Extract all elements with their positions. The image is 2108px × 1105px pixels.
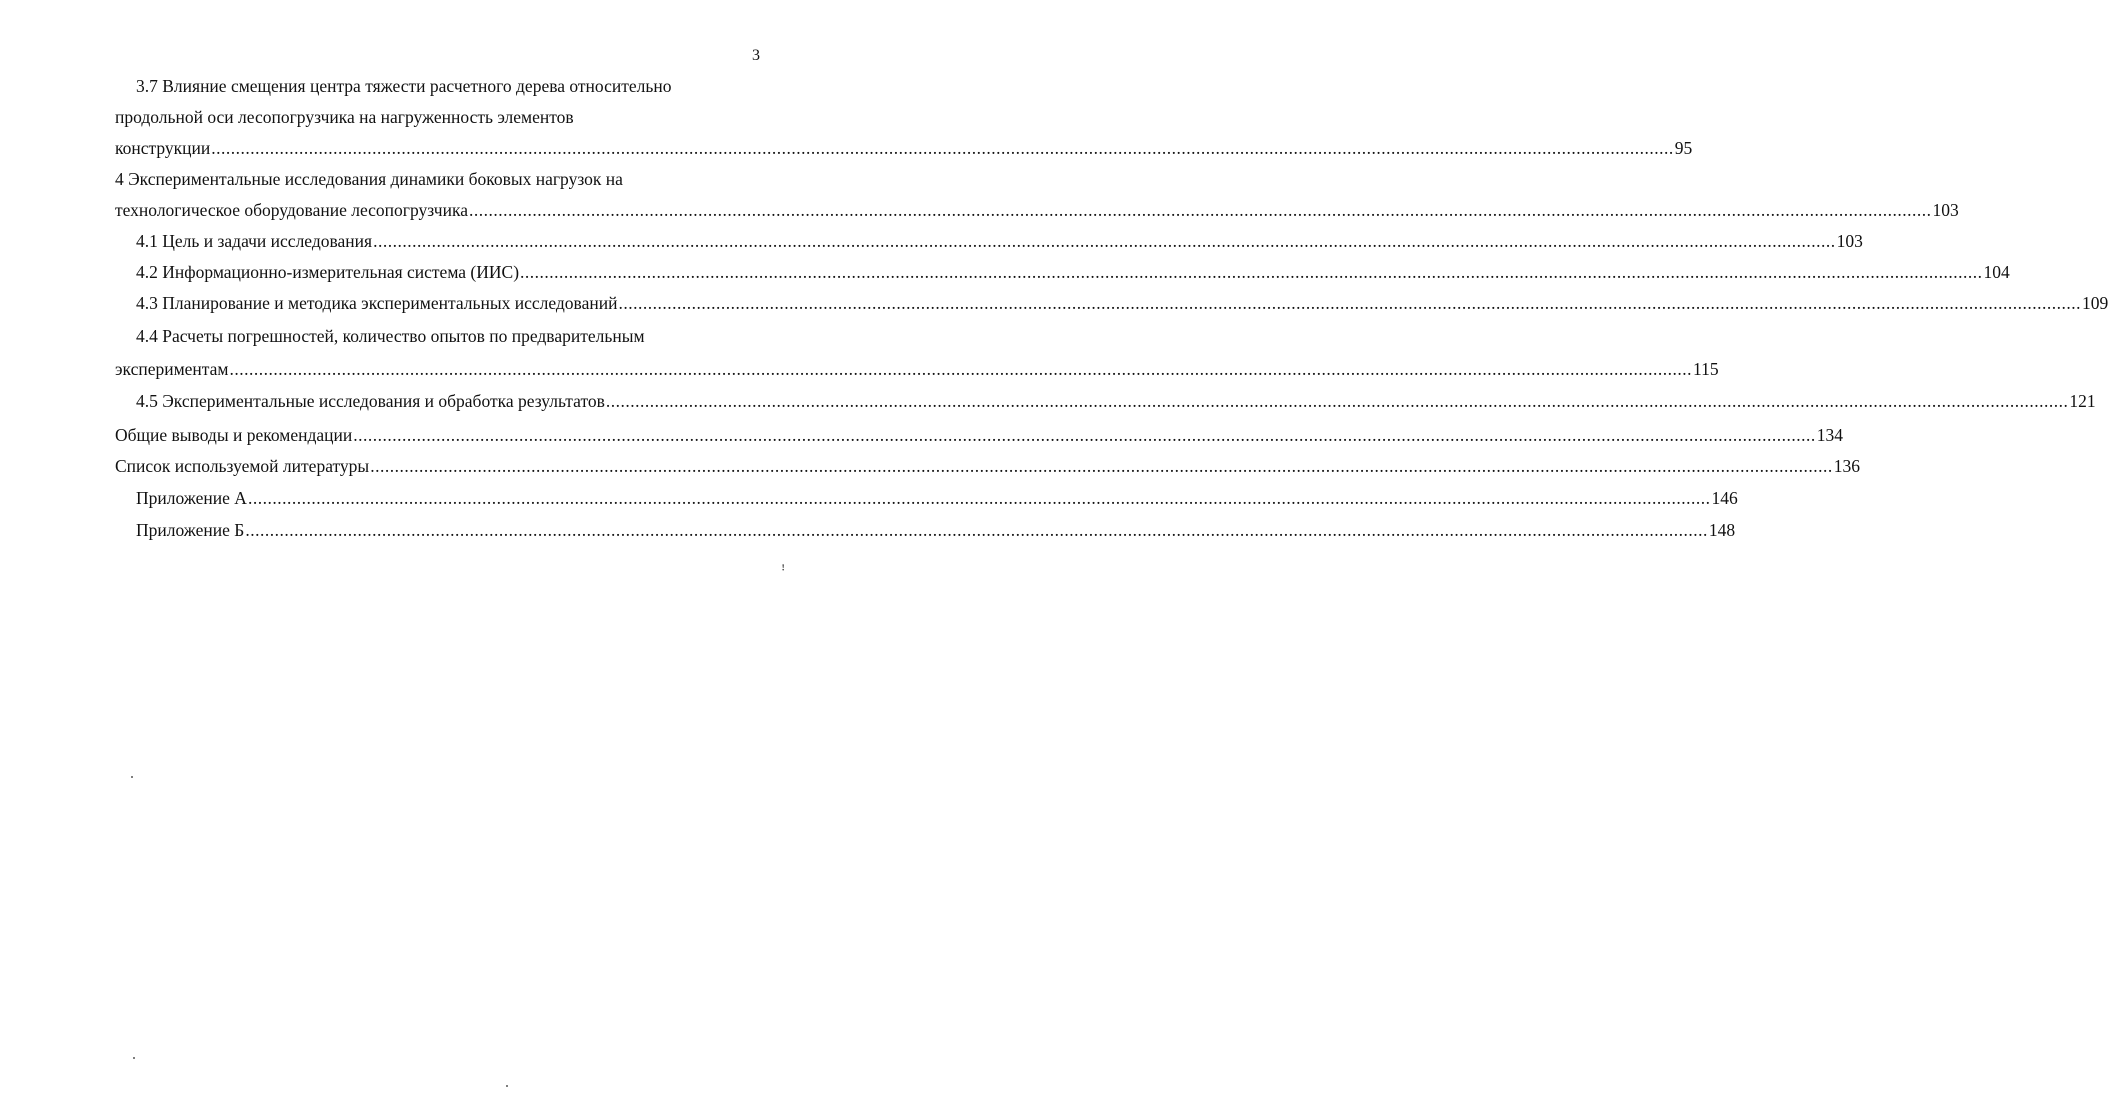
toc-entry-page: 146 [1711,488,1738,508]
scan-speck [133,1057,135,1059]
dot-leader: ............................................................................................................................................................................................................................................................................................................ [618,293,2081,313]
toc-entry-4-line-1 [115,164,760,195]
toc-entry-page: 121 [2069,391,2096,411]
scan-speck [131,776,133,778]
toc-entry-page: 109 [2081,293,2108,313]
dot-leader: ............................................................................................................................................................................................................................................................................................................ [247,488,1711,508]
toc-entry-text: 4 Экспериментальные исследования динамики боковых нагрузок на [115,169,623,189]
toc-entry-4-5 [136,386,2096,417]
scan-speck [506,1085,508,1087]
margin-mark: ꜝ [781,564,786,579]
dot-leader: ............................................................................................................................................................................................................................................................................................................ [245,520,1708,540]
toc-entry-text: Общие выводы и рекомендации [115,425,353,445]
dot-leader: ............................................................................................................................................................................................................................................................................................................ [373,231,1836,251]
toc-entry-3-7-line-3 [115,133,1693,164]
toc-entry-page: 148 [1708,520,1736,540]
toc-entry-4-4-line-1 [136,321,760,352]
toc-entry-text: 4.5 Экспериментальные исследования и обработка результатов [136,391,605,411]
toc-entry-4-3 [136,288,2108,319]
dot-leader: ............................................................................................................................................................................................................................................................................................................ [370,456,1833,476]
toc-entry-text: 3.7 Влияние смещения центра тяжести расчетного дерева относительно [136,76,672,96]
toc-entry-3-7-line-1 [136,71,760,102]
toc-entry-4-line-2 [115,195,1959,226]
dot-leader: ............................................................................................................................................................................................................................................................................................................ [211,138,1674,158]
toc-entry-page: 104 [1983,262,2010,282]
toc-entry-page: 103 [1836,231,1863,251]
toc-entry-appendix-b [136,515,1736,546]
toc-entry-4-4-line-2 [115,354,1719,385]
toc-entry-conclusions [115,420,1843,451]
toc-entry-page: 95 [1674,138,1693,158]
toc-entry-4-1 [136,226,1863,257]
toc-entry-text: 4.1 Цель и задачи исследования [136,231,373,251]
toc-entry-text: 4.3 Планирование и методика экспериментальных исследований [136,293,618,313]
toc-entry-text: технологическое оборудование лесопогрузчика [115,200,468,220]
dot-leader: ............................................................................................................................................................................................................................................................................................................ [468,200,1932,220]
toc-entry-text: продольной оси лесопогрузчика на нагруженность элементов [115,107,574,127]
table-of-contents [0,71,2108,551]
dot-leader: ............................................................................................................................................................................................................................................................................................................ [520,262,1983,282]
toc-entry-page: 103 [1932,200,1959,220]
toc-entry-text: 4.4 Расчеты погрешностей, количество опытов по предварительным [136,326,645,346]
toc-entry-references [115,451,1860,482]
toc-entry-text: 4.2 Информационно-измерительная система (ИИС) [136,262,520,282]
toc-entry-text: конструкции [115,138,211,158]
toc-entry-text: Список используемой литературы [115,456,370,476]
toc-entry-4-2 [136,257,2010,288]
page-number: 3 [752,47,760,64]
toc-entry-page: 115 [1693,359,1719,379]
toc-entry-text: экспериментам [115,359,229,379]
toc-entry-text: Приложение Б [136,520,245,540]
dot-leader: ............................................................................................................................................................................................................................................................................................................ [353,425,1816,445]
dot-leader: ............................................................................................................................................................................................................................................................................................................ [605,391,2069,411]
toc-entry-appendix-a [136,483,1738,514]
toc-entry-text: Приложение А [136,488,247,508]
toc-entry-3-7-line-2 [115,102,760,133]
dot-leader: ............................................................................................................................................................................................................................................................................................................ [229,359,1693,379]
toc-entry-page: 134 [1816,425,1843,445]
toc-entry-page: 136 [1833,456,1860,476]
